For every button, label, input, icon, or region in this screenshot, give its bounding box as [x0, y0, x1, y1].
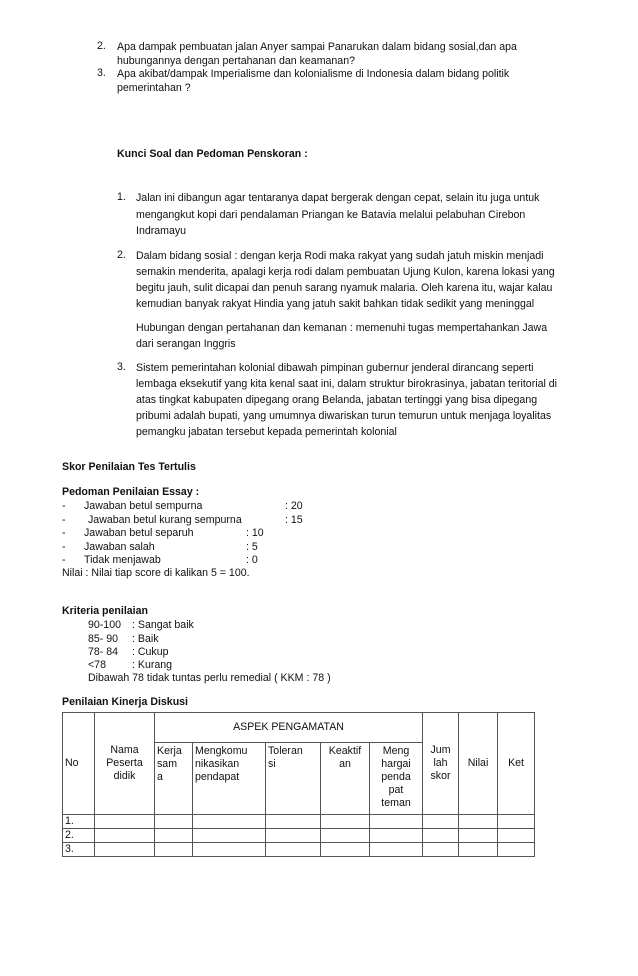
criteria-range: 85- 90 [88, 633, 119, 645]
section-heading: Penilaian Kinerja Diskusi [62, 696, 188, 708]
header-text: Nama [110, 744, 139, 756]
cell[interactable] [193, 829, 266, 843]
header-ket: Ket [498, 713, 535, 815]
cell[interactable] [266, 815, 321, 829]
list-dash: - [62, 527, 66, 539]
criteria-range: 90-100 [88, 619, 121, 631]
cell[interactable] [370, 815, 423, 829]
question-number: 2. [97, 40, 106, 52]
answer-line: Hubungan dengan pertahanan dan kemanan : memenuhi tugas mempertahankan Jawa [136, 322, 548, 334]
answer-line: Jalan ini dibangun agar tentaranya dapat bergerak dengan cepat, selain itu juga untuk [136, 192, 540, 204]
cell[interactable] [370, 829, 423, 843]
table-row [63, 829, 535, 843]
list-dash: - [62, 554, 66, 566]
header-text: Toleran [268, 745, 303, 757]
list-dash: - [62, 514, 66, 526]
header-text: nikasikan [195, 758, 240, 770]
cell[interactable] [95, 829, 155, 843]
header-aspek: ASPEK PENGAMATAN [155, 713, 423, 743]
header-jumlah [423, 713, 459, 815]
header-text: Keaktif [328, 745, 362, 757]
scoring-label: Jawaban betul sempurna [84, 500, 203, 512]
nilai-line: Nilai : Nilai tiap score di kalikan 5 = 100. [62, 567, 250, 579]
criteria-desc: : Kurang [132, 659, 173, 671]
answer-line: lembaga eksekutif yang kita kenal saat ini, dalam struktur birokrasinya, jabatan teritorial di [136, 378, 558, 390]
header-text: Jum [430, 744, 451, 756]
header-text: Kerja [157, 745, 182, 757]
criteria-range: <78 [88, 659, 106, 671]
cell[interactable] [498, 843, 535, 857]
criteria-range: 78- 84 [88, 646, 119, 658]
criteria-note: Dibawah 78 tidak tuntas perlu remedial ( KKM : 78 ) [88, 672, 331, 684]
cell[interactable] [321, 843, 370, 857]
cell[interactable] [266, 843, 321, 857]
cell[interactable] [423, 815, 459, 829]
header-menghargai [370, 743, 423, 815]
answer-line: atas tingkat kabupaten dipegang orang Belanda, jabatan tertinggi yang bisa dipegang [136, 394, 538, 406]
answer-line: semakin menderita, apalagi kerja rodi dalam pembuatan Ujung Kulon, karena lokasi yang [136, 266, 555, 278]
cell[interactable] [321, 815, 370, 829]
question-line: pemerintahan ? [117, 82, 191, 94]
answer-key-title: Kunci Soal dan Pedoman Penskoran : [117, 148, 308, 160]
question-line: hubungannya dengan pertahanan dan keamanan? [117, 55, 355, 67]
cell[interactable] [459, 815, 498, 829]
table-row [63, 815, 535, 829]
header-text: teman [381, 797, 411, 809]
cell[interactable] [498, 829, 535, 843]
section-heading: Skor Penilaian Tes Tertulis [62, 461, 196, 473]
section-heading: Pedoman Penilaian Essay : [62, 486, 200, 498]
answer-line: Sistem pemerintahan kolonial dibawah pimpinan gubernur jenderal dirancang seperti [136, 362, 534, 374]
scoring-value: : 0 [246, 554, 258, 566]
header-text: sam [157, 758, 178, 770]
answer-line: kemudian banyak rakyat Hindia yang jatuh sakit bahkan tidak sedikit yang meninggal [136, 298, 535, 310]
header-keaktifan [321, 743, 370, 815]
header-text: lah [433, 757, 448, 769]
answer-line: dari serangan Inggris [136, 338, 236, 350]
section-heading: Kriteria penilaian [62, 605, 148, 617]
header-no: No [63, 713, 95, 815]
criteria-desc: : Cukup [132, 646, 169, 658]
question-line: Apa dampak pembuatan jalan Anyer sampai Panarukan dalam bidang sosial,dan apa [117, 41, 517, 53]
header-text: pendapat [195, 771, 240, 783]
scoring-value: : 20 [285, 500, 303, 512]
cell[interactable] [155, 829, 193, 843]
row-number: 2. [63, 829, 95, 843]
answer-line: pemangku jabatan tersebut kepada pemerintah kolonial [136, 426, 397, 438]
cell[interactable] [370, 843, 423, 857]
answer-line: pribumi adalah bupati, yang umumnya diwariskan turun temurun untuk menjaga loyalitas [136, 410, 552, 422]
scoring-label: Jawaban betul kurang sempurna [88, 514, 242, 526]
list-dash: - [62, 541, 66, 553]
cell[interactable] [423, 843, 459, 857]
scoring-label: Tidak menjawab [84, 554, 161, 566]
header-toleransi [266, 743, 321, 815]
answer-line: Indramayu [136, 225, 187, 237]
cell[interactable] [459, 829, 498, 843]
header-text: Peserta [106, 757, 143, 769]
answer-number: 1. [117, 191, 126, 203]
question-number: 3. [97, 67, 106, 79]
scoring-label: Jawaban betul separuh [84, 527, 194, 539]
header-text: pat [388, 784, 404, 796]
header-text: Meng [382, 745, 410, 757]
scoring-value: : 10 [246, 527, 264, 539]
scoring-label: Jawaban salah [84, 541, 155, 553]
cell[interactable] [498, 815, 535, 829]
cell[interactable] [423, 829, 459, 843]
cell[interactable] [321, 829, 370, 843]
cell[interactable] [266, 829, 321, 843]
header-text: skor [430, 770, 451, 782]
header-text: hargai [381, 758, 411, 770]
cell[interactable] [155, 843, 193, 857]
header-nama [95, 713, 155, 815]
answer-number: 3. [117, 361, 126, 373]
cell[interactable] [95, 843, 155, 857]
scoring-value: : 5 [246, 541, 258, 553]
cell[interactable] [193, 843, 266, 857]
header-text: Mengkomu [195, 745, 248, 757]
answer-number: 2. [117, 249, 126, 261]
row-number: 1. [63, 815, 95, 829]
criteria-desc: : Baik [132, 633, 159, 645]
cell[interactable] [155, 815, 193, 829]
table-row [63, 843, 535, 857]
header-kerja [155, 743, 193, 815]
answer-line: Dalam bidang sosial : dengan kerja Rodi maka rakyat yang sudah jatuh miskin menjadi [136, 250, 544, 262]
list-dash: - [62, 500, 66, 512]
cell[interactable] [95, 815, 155, 829]
header-text: penda [381, 771, 411, 783]
cell[interactable] [193, 815, 266, 829]
table-header-row [63, 713, 535, 743]
answer-line: begitu jauh, sulit dicapai dan penuh sarang nyamuk malaria. Oleh karena itu, wajar kalau [136, 282, 553, 294]
question-line: Apa akibat/dampak Imperialisme dan kolonialisme di Indonesia dalam bidang politik [117, 68, 510, 80]
header-text: an [339, 758, 351, 770]
scoring-value: : 15 [285, 514, 303, 526]
header-text: si [268, 758, 276, 770]
header-text: didik [113, 770, 136, 782]
row-number: 3. [63, 843, 95, 857]
header-mengkomunikasikan [193, 743, 266, 815]
cell[interactable] [459, 843, 498, 857]
header-nilai: Nilai [459, 713, 498, 815]
assessment-table [62, 712, 535, 857]
header-text: a [157, 771, 163, 783]
criteria-desc: : Sangat baik [132, 619, 194, 631]
answer-line: mengangkut kopi dari pendalaman Priangan ke Batavia melalui pelabuhan Cirebon [136, 209, 526, 221]
